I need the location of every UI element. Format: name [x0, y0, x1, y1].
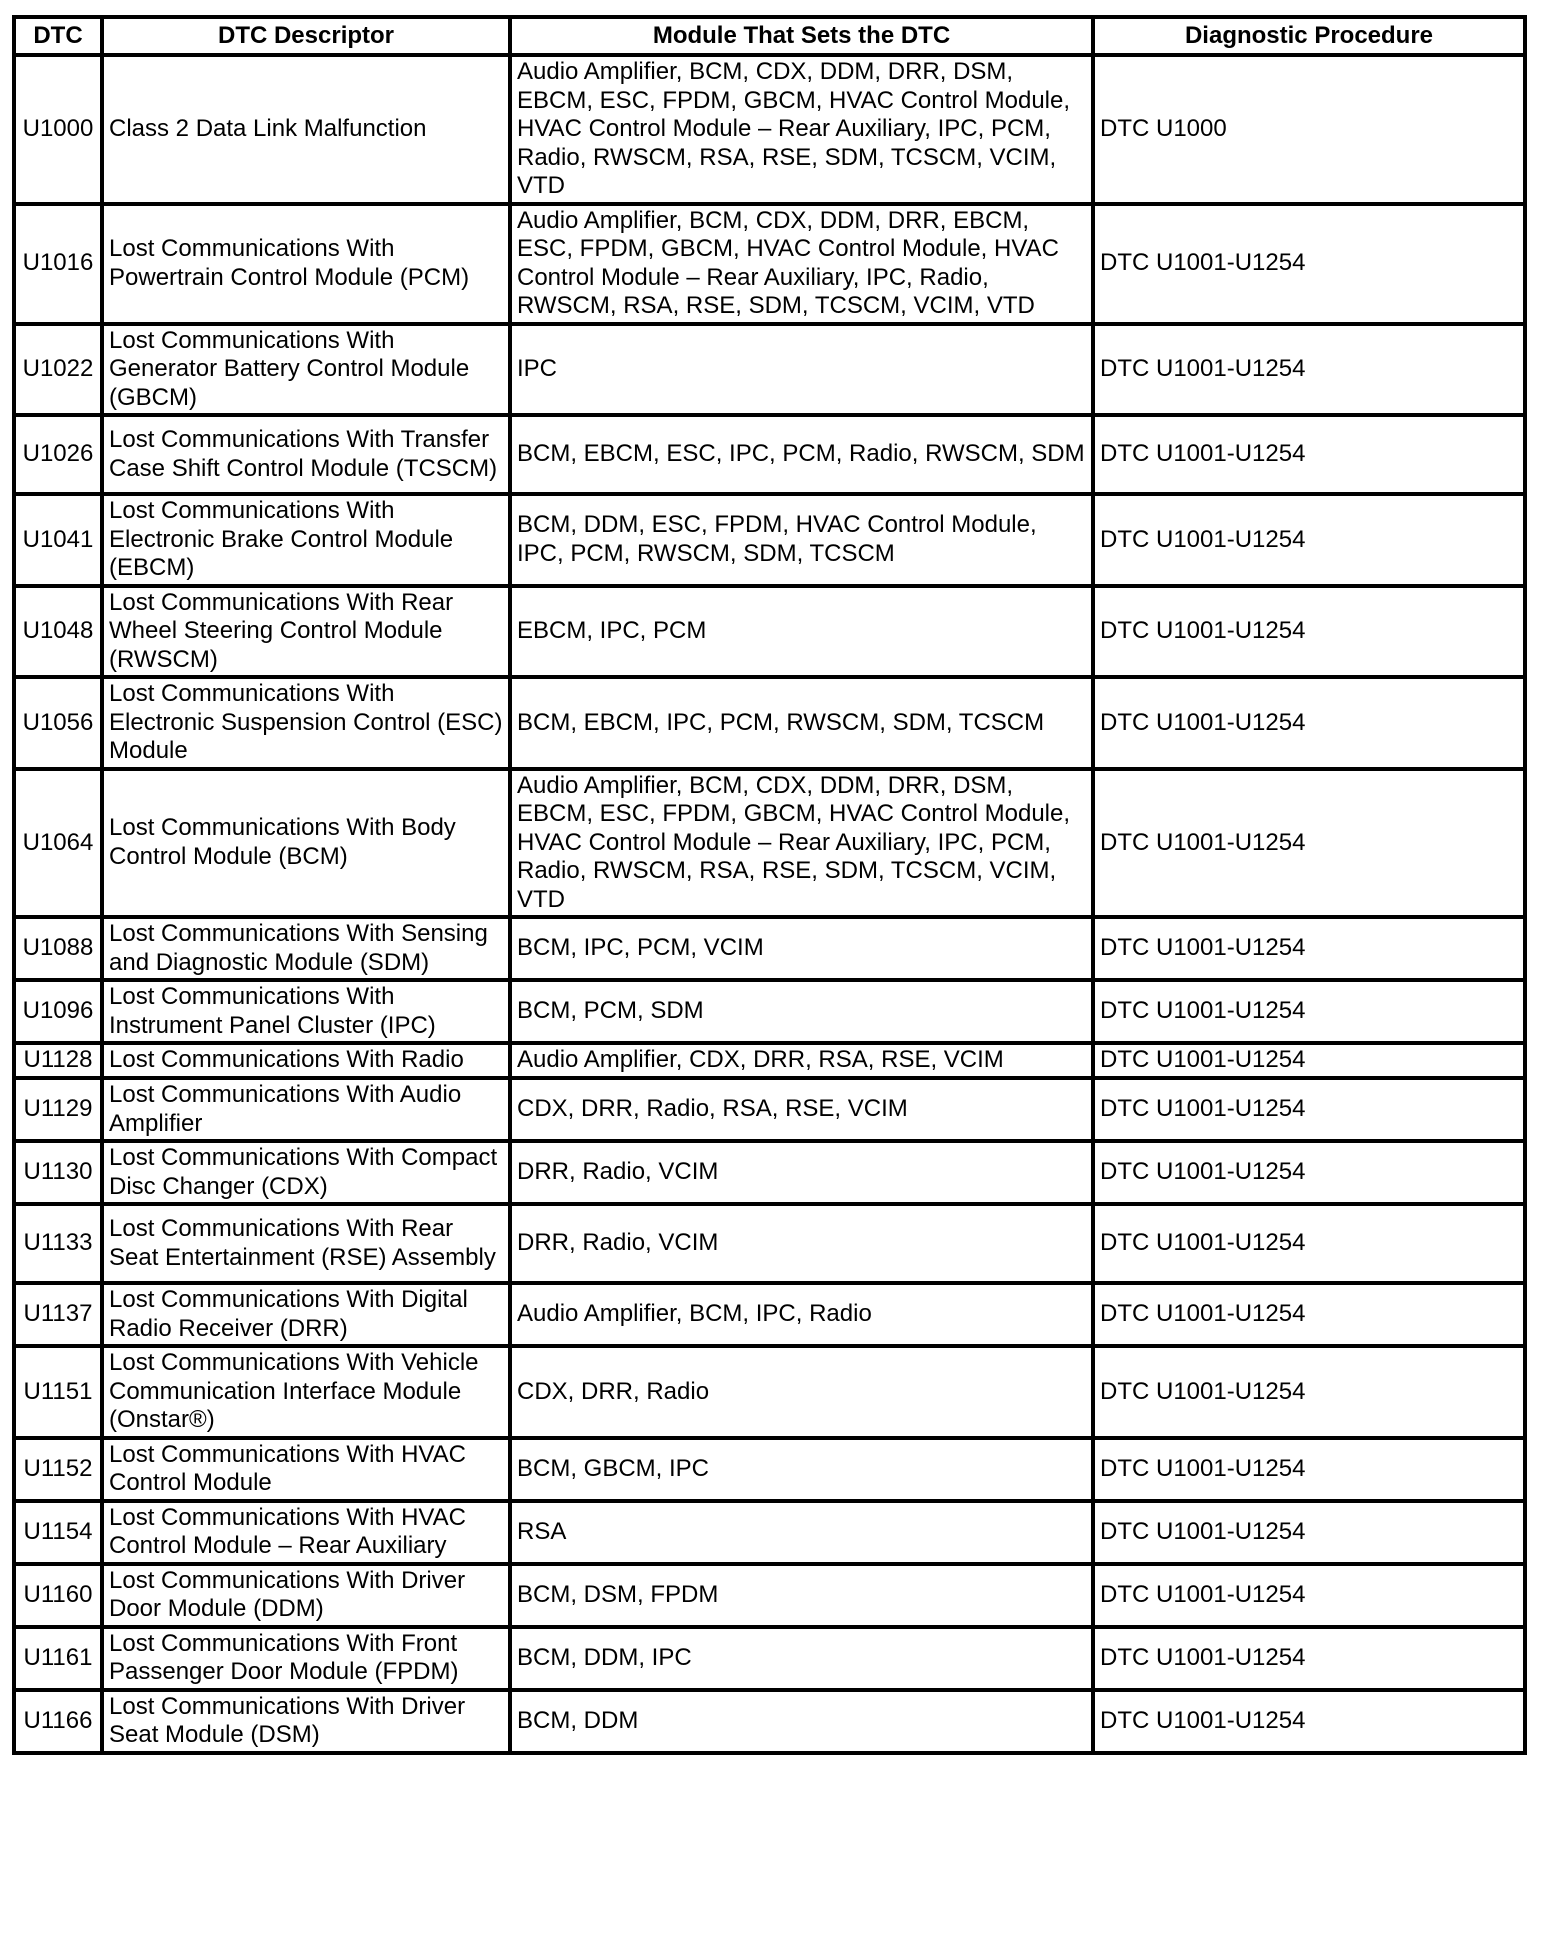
- cell-modules: Audio Amplifier, BCM, CDX, DDM, DRR, EBCM, ESC, FPDM, GBCM, HVAC Control Module, HVAC Control Module – Rear Auxiliary, IPC, Radio, RWSCM, RSA, RSE, SDM, TCSCM, VCIM, VTD: [510, 204, 1093, 324]
- cell-dtc: U1128: [14, 1043, 102, 1078]
- table-row: [14, 324, 1525, 416]
- header-dtc-descriptor: DTC Descriptor: [102, 17, 510, 55]
- cell-dtc: U1151: [14, 1346, 102, 1438]
- table-row: [14, 917, 1525, 980]
- cell-procedure: DTC U1001-U1254: [1093, 1204, 1525, 1283]
- cell-procedure: DTC U1001-U1254: [1093, 1690, 1525, 1753]
- cell-dtc: U1022: [14, 324, 102, 416]
- cell-dtc: U1056: [14, 677, 102, 769]
- cell-modules: Audio Amplifier, BCM, CDX, DDM, DRR, DSM, EBCM, ESC, FPDM, GBCM, HVAC Control Module, HVAC Control Module – Rear Auxiliary, IPC, PCM, Radio, RWSCM, RSA, RSE, SDM, TCSCM, VCIM, VTD: [510, 769, 1093, 918]
- cell-descriptor: Lost Communications With Powertrain Control Module (PCM): [102, 204, 510, 324]
- cell-modules: BCM, DDM, ESC, FPDM, HVAC Control Module, IPC, PCM, RWSCM, SDM, TCSCM: [510, 494, 1093, 586]
- cell-descriptor: Lost Communications With Transfer Case Shift Control Module (TCSCM): [102, 415, 510, 494]
- table-row: [14, 677, 1525, 769]
- cell-modules: Audio Amplifier, CDX, DRR, RSA, RSE, VCIM: [510, 1043, 1093, 1078]
- table-row: [14, 494, 1525, 586]
- cell-modules: IPC: [510, 324, 1093, 416]
- header-dtc: DTC: [14, 17, 102, 55]
- cell-descriptor: Lost Communications With Electronic Brake Control Module (EBCM): [102, 494, 510, 586]
- cell-modules: BCM, DDM: [510, 1690, 1093, 1753]
- cell-descriptor: Lost Communications With Front Passenger Door Module (FPDM): [102, 1627, 510, 1690]
- cell-dtc: U1016: [14, 204, 102, 324]
- table-row: [14, 1078, 1525, 1141]
- cell-dtc: U1096: [14, 980, 102, 1043]
- cell-procedure: DTC U1001-U1254: [1093, 1627, 1525, 1690]
- cell-procedure: DTC U1001-U1254: [1093, 917, 1525, 980]
- cell-procedure: DTC U1000: [1093, 55, 1525, 204]
- cell-procedure: DTC U1001-U1254: [1093, 415, 1525, 494]
- cell-procedure: DTC U1001-U1254: [1093, 204, 1525, 324]
- cell-descriptor: Lost Communications With Compact Disc Changer (CDX): [102, 1141, 510, 1204]
- table-row: [14, 1627, 1525, 1690]
- cell-dtc: U1130: [14, 1141, 102, 1204]
- cell-procedure: DTC U1001-U1254: [1093, 324, 1525, 416]
- cell-procedure: DTC U1001-U1254: [1093, 1043, 1525, 1078]
- cell-dtc: U1166: [14, 1690, 102, 1753]
- cell-dtc: U1129: [14, 1078, 102, 1141]
- cell-dtc: U1041: [14, 494, 102, 586]
- table-row: [14, 1204, 1525, 1283]
- cell-modules: BCM, DSM, FPDM: [510, 1564, 1093, 1627]
- cell-dtc: U1048: [14, 586, 102, 678]
- cell-modules: EBCM, IPC, PCM: [510, 586, 1093, 678]
- cell-procedure: DTC U1001-U1254: [1093, 1501, 1525, 1564]
- cell-descriptor: Class 2 Data Link Malfunction: [102, 55, 510, 204]
- header-row: [14, 17, 1525, 55]
- cell-dtc: U1154: [14, 1501, 102, 1564]
- cell-procedure: DTC U1001-U1254: [1093, 769, 1525, 918]
- cell-modules: CDX, DRR, Radio: [510, 1346, 1093, 1438]
- cell-descriptor: Lost Communications With Generator Battery Control Module (GBCM): [102, 324, 510, 416]
- header-module: Module That Sets the DTC: [510, 17, 1093, 55]
- cell-modules: DRR, Radio, VCIM: [510, 1204, 1093, 1283]
- cell-descriptor: Lost Communications With HVAC Control Module – Rear Auxiliary: [102, 1501, 510, 1564]
- cell-dtc: U1088: [14, 917, 102, 980]
- cell-modules: BCM, IPC, PCM, VCIM: [510, 917, 1093, 980]
- table-row: [14, 769, 1525, 918]
- cell-dtc: U1137: [14, 1283, 102, 1346]
- cell-procedure: DTC U1001-U1254: [1093, 980, 1525, 1043]
- table-row: [14, 586, 1525, 678]
- table-row: [14, 1141, 1525, 1204]
- cell-modules: RSA: [510, 1501, 1093, 1564]
- cell-modules: Audio Amplifier, BCM, IPC, Radio: [510, 1283, 1093, 1346]
- header-diagnostic-procedure: Diagnostic Procedure: [1093, 17, 1525, 55]
- table-row: [14, 1438, 1525, 1501]
- table-body: [14, 55, 1525, 1753]
- table-header: [14, 17, 1525, 55]
- cell-modules: BCM, EBCM, IPC, PCM, RWSCM, SDM, TCSCM: [510, 677, 1093, 769]
- cell-descriptor: Lost Communications With Digital Radio Receiver (DRR): [102, 1283, 510, 1346]
- cell-procedure: DTC U1001-U1254: [1093, 1141, 1525, 1204]
- table-row: [14, 55, 1525, 204]
- cell-dtc: U1161: [14, 1627, 102, 1690]
- cell-descriptor: Lost Communications With Driver Door Module (DDM): [102, 1564, 510, 1627]
- cell-modules: CDX, DRR, Radio, RSA, RSE, VCIM: [510, 1078, 1093, 1141]
- cell-descriptor: Lost Communications With HVAC Control Module: [102, 1438, 510, 1501]
- table-row: [14, 1346, 1525, 1438]
- cell-modules: BCM, GBCM, IPC: [510, 1438, 1093, 1501]
- cell-descriptor: Lost Communications With Audio Amplifier: [102, 1078, 510, 1141]
- cell-modules: BCM, EBCM, ESC, IPC, PCM, Radio, RWSCM, SDM: [510, 415, 1093, 494]
- table-row: [14, 415, 1525, 494]
- table-row: [14, 1690, 1525, 1753]
- cell-procedure: DTC U1001-U1254: [1093, 1438, 1525, 1501]
- cell-dtc: U1064: [14, 769, 102, 918]
- cell-modules: Audio Amplifier, BCM, CDX, DDM, DRR, DSM, EBCM, ESC, FPDM, GBCM, HVAC Control Module, HVAC Control Module – Rear Auxiliary, IPC, PCM, Radio, RWSCM, RSA, RSE, SDM, TCSCM, VCIM, VTD: [510, 55, 1093, 204]
- table-row: [14, 204, 1525, 324]
- cell-dtc: U1000: [14, 55, 102, 204]
- cell-descriptor: Lost Communications With Electronic Suspension Control (ESC) Module: [102, 677, 510, 769]
- cell-descriptor: Lost Communications With Rear Seat Entertainment (RSE) Assembly: [102, 1204, 510, 1283]
- cell-descriptor: Lost Communications With Radio: [102, 1043, 510, 1078]
- cell-procedure: DTC U1001-U1254: [1093, 677, 1525, 769]
- cell-procedure: DTC U1001-U1254: [1093, 586, 1525, 678]
- cell-descriptor: Lost Communications With Vehicle Communication Interface Module (Onstar®): [102, 1346, 510, 1438]
- cell-dtc: U1160: [14, 1564, 102, 1627]
- cell-procedure: DTC U1001-U1254: [1093, 1078, 1525, 1141]
- table-row: [14, 1501, 1525, 1564]
- cell-descriptor: Lost Communications With Driver Seat Module (DSM): [102, 1690, 510, 1753]
- cell-modules: DRR, Radio, VCIM: [510, 1141, 1093, 1204]
- cell-descriptor: Lost Communications With Body Control Module (BCM): [102, 769, 510, 918]
- cell-procedure: DTC U1001-U1254: [1093, 1346, 1525, 1438]
- cell-procedure: DTC U1001-U1254: [1093, 1564, 1525, 1627]
- cell-descriptor: Lost Communications With Instrument Panel Cluster (IPC): [102, 980, 510, 1043]
- cell-dtc: U1026: [14, 415, 102, 494]
- cell-procedure: DTC U1001-U1254: [1093, 494, 1525, 586]
- cell-descriptor: Lost Communications With Rear Wheel Steering Control Module (RWSCM): [102, 586, 510, 678]
- table-row: [14, 1043, 1525, 1078]
- cell-procedure: DTC U1001-U1254: [1093, 1283, 1525, 1346]
- cell-dtc: U1152: [14, 1438, 102, 1501]
- cell-dtc: U1133: [14, 1204, 102, 1283]
- table-row: [14, 1564, 1525, 1627]
- table-row: [14, 980, 1525, 1043]
- cell-modules: BCM, PCM, SDM: [510, 980, 1093, 1043]
- cell-modules: BCM, DDM, IPC: [510, 1627, 1093, 1690]
- table-row: [14, 1283, 1525, 1346]
- dtc-table: [12, 15, 1527, 1755]
- cell-descriptor: Lost Communications With Sensing and Diagnostic Module (SDM): [102, 917, 510, 980]
